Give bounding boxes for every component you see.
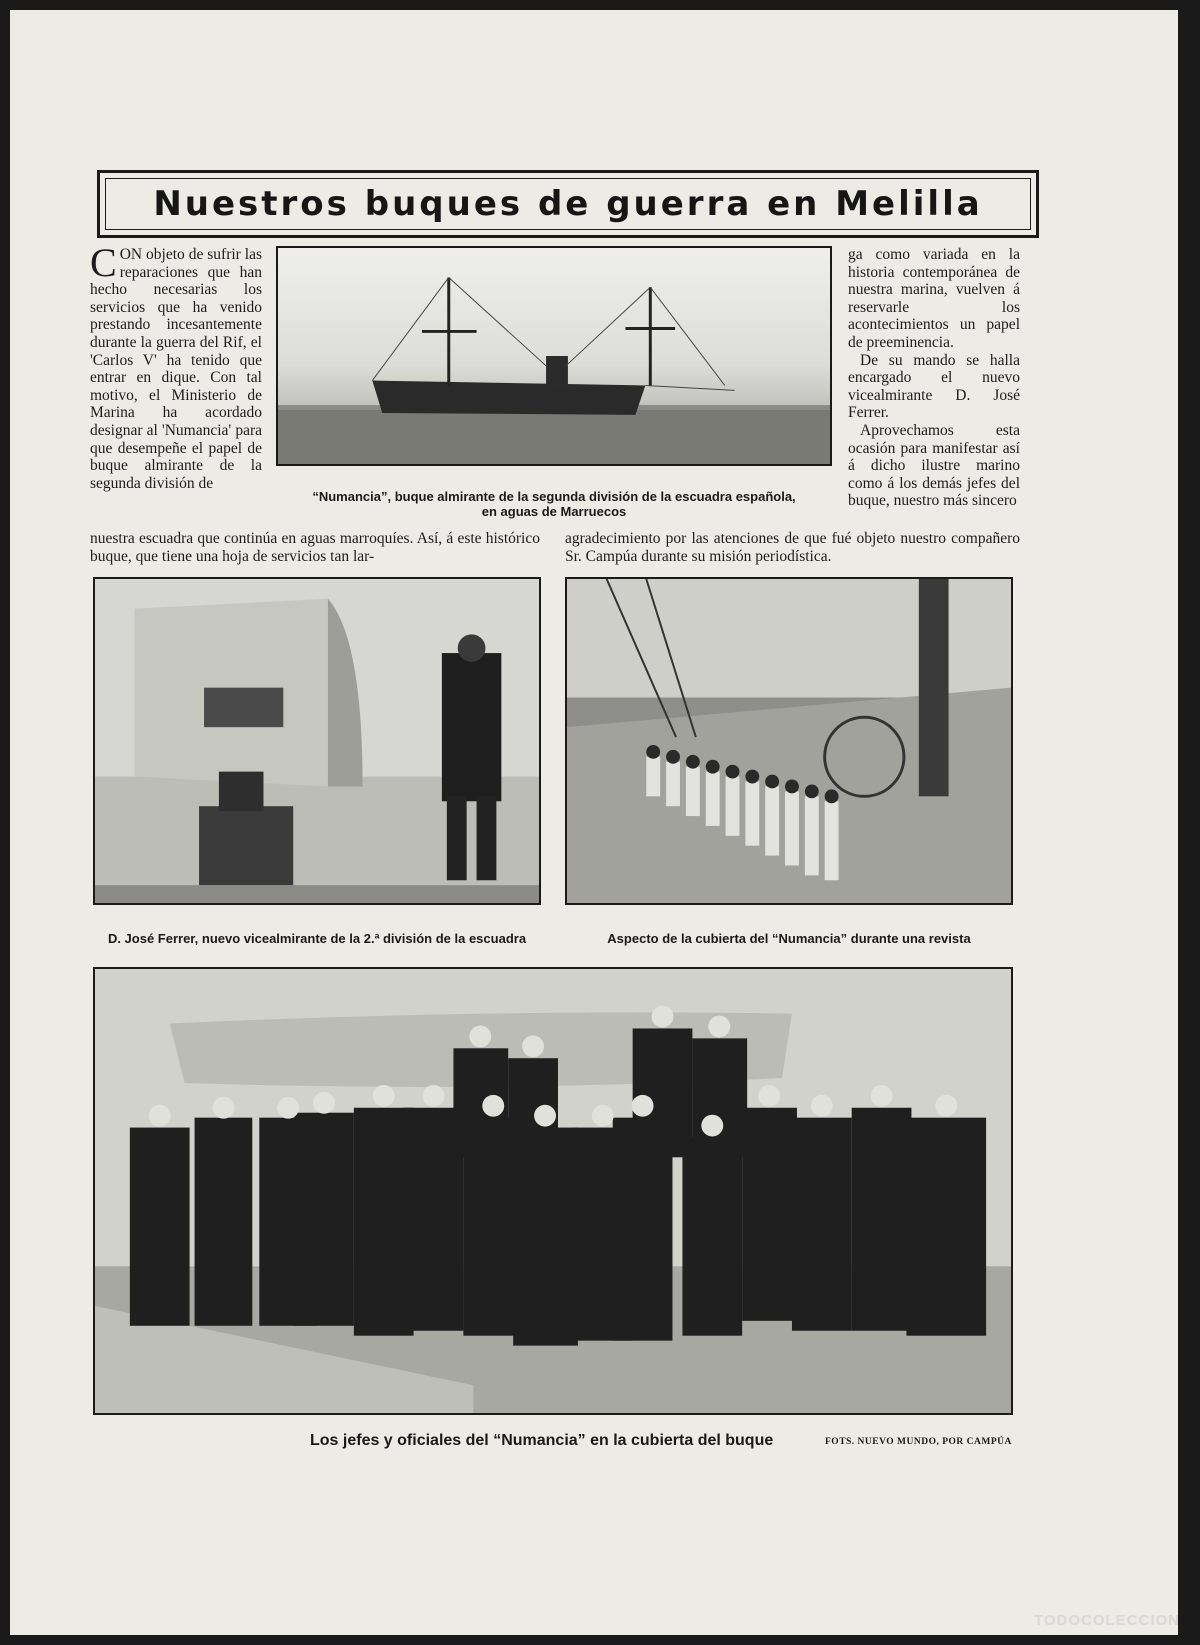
span-left: nuestra escuadra que continúa en aguas marroquíes. Así, á este histórico buque, que tiene una hoja de servicios tan lar-	[90, 530, 540, 565]
headline: Nuestros buques de guerra en Melilla	[153, 184, 983, 224]
officers-caption: Los jefes y oficiales del “Numancia” en la cubierta del buque	[310, 1432, 774, 1449]
ferrer-caption: D. José Ferrer, nuevo vicealmirante de la 2.ª división de la escuadra	[107, 931, 527, 946]
vice-admiral-photo	[93, 577, 541, 905]
right-column	[848, 246, 1020, 510]
ship-caption-line1: “Numancia”, buque almirante de la segunda división de la escuadra española,	[312, 489, 796, 504]
watermark: TODOCOLECCION	[1033, 1612, 1180, 1629]
magazine-page	[10, 10, 1178, 1635]
left-column	[90, 240, 262, 492]
ship-caption	[276, 489, 832, 519]
battleship-photo	[276, 246, 832, 466]
headline-frame	[97, 170, 1039, 238]
deck-caption: Aspecto de la cubierta del “Numancia” durante una revista	[607, 931, 971, 946]
right-column-para3: Aprovechamos esta ocasión para manifestar así á dicho ilustre marino como á los demás jefes del buque, nuestro más sincero	[848, 421, 1020, 510]
right-column-text: ga como variada en la historia contemporánea de nuestra marina, vuelven á reservarle los acontecimientos un papel de preeminencia.	[848, 246, 1020, 351]
drop-cap: C	[90, 240, 117, 285]
deck-review-photo	[565, 577, 1013, 905]
left-column-text: ON objeto de sufrir las reparaciones que han hecho necesarias los servicios que ha venido prestando incesantemente durante la guerra del Rif, el 'Carlos V' ha tenido que entrar en dique. Con tal motivo, el Ministerio de Marina ha acordado designar al 'Numancia' para que desempeñe el papel de buque almirante de la segunda división de	[90, 246, 262, 492]
photo-credit: FOTS. NUEVO MUNDO, POR CAMPÚA	[825, 1437, 1012, 1447]
officers-group-photo	[93, 967, 1013, 1415]
span-right: agradecimiento por las atenciones de que fué objeto nuestro compañero Sr. Campúa durante su misión periodística.	[565, 530, 1020, 565]
ship-caption-line2: en aguas de Marruecos	[481, 504, 627, 519]
right-column-para2: De su mando se halla encargado el nuevo vicealmirante D. José Ferrer.	[848, 351, 1020, 422]
